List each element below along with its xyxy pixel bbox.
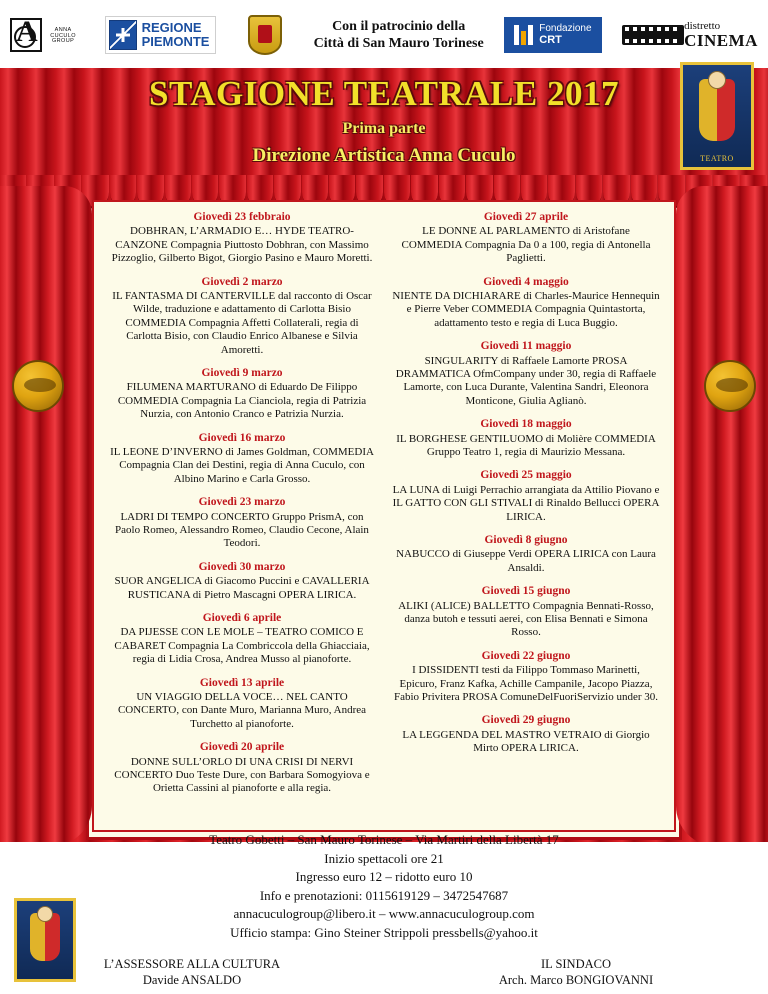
programme-entry bbox=[108, 560, 376, 602]
programme-entry bbox=[108, 676, 376, 732]
signature-name: Davide ANSALDO bbox=[142, 972, 242, 987]
entry-date: Giovedì 4 maggio bbox=[483, 275, 569, 288]
entry-date: Giovedì 6 aprile bbox=[202, 611, 282, 624]
entry-date: Giovedì 22 giugno bbox=[481, 649, 571, 662]
theatre-mask-icon-left bbox=[12, 360, 64, 412]
press-office-line: Ufficio stampa: Gino Steiner Strippoli pressbells@yahoo.it bbox=[230, 924, 538, 940]
entry-description: NIENTE DA DICHIARARE di Charles-Maurice Hennequin e Pierre Veber COMMEDIA Compagnia Quintastorta, adattamento testo e regia di Luca Buggio. bbox=[392, 289, 660, 329]
signature-row bbox=[0, 956, 768, 989]
entry-description: DONNE SULL’ORLO DI UNA CRISI DI NERVI CONCERTO Duo Teste Dure, con Barbara Somogyiova e Orietta Cassini al pianoforte e alla regia. bbox=[114, 755, 370, 795]
distretto-label-line1: distretto bbox=[684, 19, 721, 32]
jester-card-label: TEATRO bbox=[700, 154, 734, 163]
entry-date: Giovedì 23 marzo bbox=[198, 496, 286, 509]
programme-entry bbox=[392, 417, 660, 459]
entry-description: LA LEGGENDA DEL MASTRO VETRAIO di Giorgio Mirto OPERA LIRICA. bbox=[402, 728, 650, 755]
regione-label-line2: PIEMONTE bbox=[141, 34, 210, 49]
programme-entry bbox=[108, 495, 376, 551]
entry-date: Giovedì 23 febbraio bbox=[193, 211, 291, 223]
theatre-mask-icon-right bbox=[704, 360, 756, 412]
programme-column-left bbox=[100, 210, 384, 826]
anna-cuculo-group-icon bbox=[10, 18, 42, 52]
entry-date: Giovedì 30 marzo bbox=[198, 560, 286, 573]
programme-entry bbox=[392, 713, 660, 755]
signature-sindaco bbox=[407, 956, 745, 989]
logo-distretto-cinema bbox=[622, 20, 758, 50]
programme-entry bbox=[108, 740, 376, 796]
patronage-text bbox=[314, 18, 484, 53]
entry-date: Giovedì 25 maggio bbox=[480, 469, 572, 482]
programme-panel bbox=[92, 200, 676, 832]
entry-description: SINGULARITY di Raffaele Lamorte PROSA DRAMMATICA OfmCompany under 30, regia di Raffaele Lamorte, con Luca Durante, Valentina Sandri, Eleonora Monticone, Giulia Aglianò. bbox=[395, 354, 657, 407]
jester-head-icon bbox=[708, 71, 726, 89]
entry-description: DOBHRAN, L’ARMADIO E… HYDE TEATRO-CANZONE Compagnia Piuttosto Dobhran, con Massimo Pizzoglio, Gilberto Bigot, Giorgio Pasino e Mauro Moretti. bbox=[111, 225, 373, 265]
film-strip-icon bbox=[622, 25, 684, 45]
entry-date: Giovedì 29 giugno bbox=[481, 714, 571, 727]
jester-card-top bbox=[680, 62, 754, 170]
crt-label-line1: Fondazione bbox=[539, 22, 592, 34]
entry-description: IL FANTASMA DI CANTERVILLE dal racconto di Oscar Wilde, traduzione e adattamento di Carlotta Bisio COMMEDIA Compagnia Affetti Collaterali, regia di Carlotta Bisio, con Claudio Enrico Albanese e Silvia Amoretti. bbox=[112, 289, 372, 356]
entry-description: FILUMENA MARTURANO di Eduardo De Filippo COMMEDIA Compagnia La Cianciola, regia di Patrizia Nurzia, con Antonio Cranco e Patrizia Nurzia. bbox=[117, 381, 367, 421]
entry-date: Giovedì 2 marzo bbox=[201, 275, 283, 288]
crt-label-line2: CRT bbox=[539, 34, 562, 47]
entry-date: Giovedì 13 aprile bbox=[199, 676, 285, 689]
title-subtitle: Prima parte bbox=[342, 120, 426, 137]
programme-entry bbox=[392, 533, 660, 575]
showtime-line: Inizio spettacoli ore 21 bbox=[324, 850, 444, 866]
programme-entry bbox=[108, 366, 376, 422]
entry-description: LA LUNA di Luigi Perrachio arrangiata da Attilio Piovano e IL GATTO CON GLI STIVALI di Rinaldo Bellucci OPERA LIRICA. bbox=[392, 483, 660, 523]
email-website-line: annacuculogroup@libero.it – www.annacuculogroup.com bbox=[233, 906, 535, 922]
venue-line: Teatro Gobetti – San Mauro Torinese – Via Martiri della Libertà 17 bbox=[209, 832, 559, 848]
title-block bbox=[0, 74, 768, 167]
anna-cuculo-group-label: ANNA CUCULO GROUP bbox=[50, 26, 76, 45]
entry-date: Giovedì 11 maggio bbox=[480, 340, 572, 353]
entry-date: Giovedì 20 aprile bbox=[199, 741, 285, 754]
curtain-left-swag bbox=[0, 186, 92, 846]
programme-entry bbox=[108, 431, 376, 487]
entry-description: DA PIJESSE CON LE MOLE – TEATRO COMICO E CABARET Compagnia La Combriccola della Ghiacciaia, regia di Lidia Crosa, Andrea Musso al pianoforte. bbox=[114, 626, 370, 666]
distretto-label-line2: CINEMA bbox=[684, 31, 758, 51]
entry-date: Giovedì 15 giugno bbox=[481, 585, 571, 598]
artistic-direction: Direzione Artistica Anna Cuculo bbox=[252, 145, 516, 166]
entry-description: LADRI DI TEMPO CONCERTO Gruppo PrismA, con Paolo Romeo, Alessandro Romeo, Claudio Cecone, Alain Teodori. bbox=[115, 510, 369, 550]
curtain-right-swag bbox=[676, 186, 768, 846]
piemonte-flag-icon bbox=[109, 20, 137, 50]
ticket-price-line: Ingresso euro 12 – ridotto euro 10 bbox=[295, 869, 473, 885]
entry-description: ALIKI (ALICE) BALLETTO Compagnia Bennati-Rosso, danza butoh e tessuti aerei, con Elisa Bennati e Simona Rosso. bbox=[398, 599, 654, 639]
programme-entry bbox=[392, 468, 660, 524]
signature-name: Arch. Marco BONGIOVANNI bbox=[498, 972, 654, 987]
logo-comune-san-mauro bbox=[237, 15, 293, 55]
logo-anna-cuculo-group bbox=[10, 8, 84, 62]
entry-description: SUOR ANGELICA di Giacomo Puccini e CAVALLERIA RUSTICANA di Pietro Mascagni OPERA LIRICA. bbox=[114, 575, 370, 601]
signature-role: L’ASSESSORE ALLA CULTURA bbox=[103, 956, 281, 971]
entry-date: Giovedì 18 maggio bbox=[480, 418, 572, 431]
page-title: STAGIONE TEATRALE 2017 bbox=[149, 74, 619, 113]
programme-column-right bbox=[384, 210, 668, 826]
logo-fondazione-crt bbox=[504, 17, 601, 53]
entry-description: IL BORGHESE GENTILUOMO di Molière COMMEDIA Gruppo Teatro 1, regia di Maurizio Messana. bbox=[396, 432, 656, 458]
signature-assessore bbox=[23, 956, 361, 989]
entry-date: Giovedì 16 marzo bbox=[198, 431, 286, 444]
entry-description: NABUCCO di Giuseppe Verdi OPERA LIRICA con Laura Ansaldi. bbox=[396, 548, 656, 574]
phone-line: Info e prenotazioni: 0115619129 – 3472547687 bbox=[259, 887, 509, 903]
crt-bars-icon bbox=[514, 25, 533, 45]
patronage-line2: Città di San Mauro Torinese bbox=[313, 36, 484, 51]
regione-label-line1: REGIONE bbox=[141, 20, 202, 36]
entry-description: LE DONNE AL PARLAMENTO di Aristofane COMMEDIA Compagnia Da 0 a 100, regia di Antonella Paglietti. bbox=[401, 225, 651, 265]
programme-entry bbox=[392, 339, 660, 408]
entry-description: IL LEONE D’INVERNO di James Goldman, COMMEDIA Compagnia Clan dei Destini, regia di Anna Cuculo, con Albino Marino e Carla Grosso. bbox=[110, 445, 374, 485]
entry-date: Giovedì 8 giugno bbox=[484, 533, 568, 546]
programme-entry bbox=[108, 611, 376, 667]
logo-regione-piemonte bbox=[105, 16, 217, 54]
entry-date: Giovedì 27 aprile bbox=[483, 211, 569, 223]
patronage-line1: Con il patrocinio della bbox=[332, 18, 466, 34]
programme-entry bbox=[392, 584, 660, 640]
entry-date: Giovedì 9 marzo bbox=[201, 367, 283, 379]
signature-role: IL SINDACO bbox=[540, 956, 612, 971]
programme-entry bbox=[392, 649, 660, 705]
venue-info bbox=[0, 831, 768, 942]
entry-description: UN VIAGGIO DELLA VOCE… NEL CANTO CONCERTO, con Dante Muro, Marianna Muro, Andrea Turchetto al pianoforte. bbox=[117, 690, 367, 730]
sponsor-logo-row bbox=[0, 4, 768, 66]
programme-entry bbox=[108, 210, 376, 266]
entry-description: I DISSIDENTI testi da Filippo Tommaso Marinetti, Epicuro, Franz Kafka, Achille Campanile, Jacopo Piazza, Fabio Privitera PROSA ComuneDelFuoriServizio under 30. bbox=[394, 664, 658, 703]
programme-entry bbox=[108, 275, 376, 357]
city-coat-of-arms-icon bbox=[248, 15, 282, 55]
programme-entry bbox=[392, 210, 660, 266]
programme-entry bbox=[392, 275, 660, 331]
